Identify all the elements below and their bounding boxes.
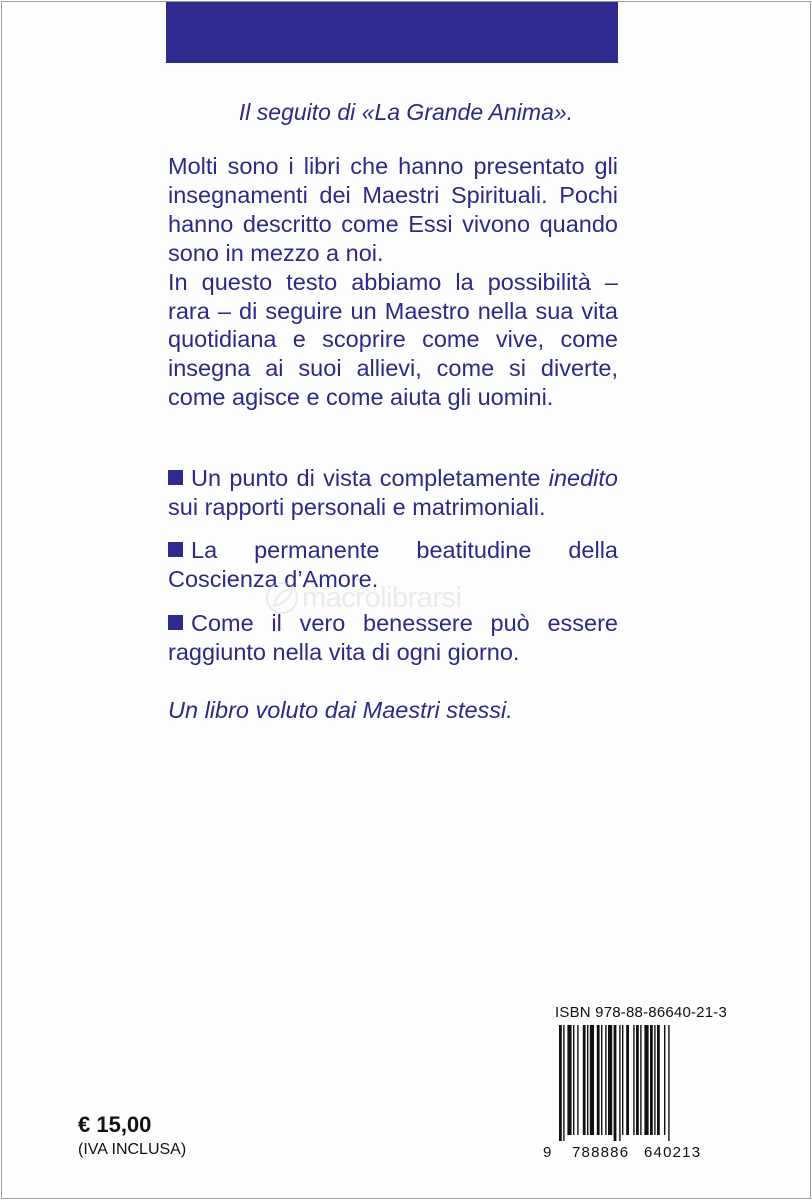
barcode-bar [601, 1025, 602, 1135]
barcode-bar [626, 1025, 629, 1135]
barcode-digit-first: 9 [543, 1144, 553, 1161]
barcode [553, 1025, 723, 1143]
barcode-bar [614, 1025, 617, 1141]
barcode-bar [573, 1025, 574, 1135]
price: € 15,00 [78, 1112, 152, 1137]
barcode-bar [587, 1025, 588, 1135]
barcode-bar [657, 1025, 660, 1135]
barcode-bar [622, 1025, 623, 1135]
back-cover [1, 1, 811, 1199]
subtitle: Il seguito di «La Grande Anima». [238, 99, 574, 125]
intro-paragraph-2: In questo testo abbiamo la possibilità – rara – di seguire un Maestro nella sua vita quotidiana e scoprire come vive, come insegna ai suoi allievi, come si diverte, come agisce e come aiuta gli uomini. [168, 268, 618, 411]
barcode-digits-right: 640213 [644, 1144, 702, 1161]
watermark [264, 580, 564, 620]
barcode-bar [577, 1025, 578, 1135]
closing-line [168, 696, 618, 725]
intro-paragraph-1: Molti sono i libri che hanno presentato gli insegnamenti dei Maestri Spirituali. Pochi hanno descritto come Essi vivono quando sono in mezzo a noi. [168, 153, 618, 266]
barcode-bar [605, 1025, 606, 1135]
barcode-bar [567, 1025, 571, 1135]
barcode-bar [654, 1025, 655, 1135]
bullet-square-icon [168, 615, 183, 630]
barcode-bar [597, 1025, 600, 1135]
bullet-1-text-start: Un punto di vista completamente [191, 465, 549, 491]
bullet-2-text: La permanente beatitudine della Coscienza d’Amore. [168, 537, 618, 592]
closing-period: . [506, 697, 513, 723]
barcode-bar [619, 1025, 620, 1141]
top-color-band [166, 2, 618, 63]
watermark-leaf-icon [264, 580, 300, 616]
barcode-bar [563, 1025, 564, 1141]
bullet-item-1 [168, 464, 618, 522]
barcode-bar [583, 1025, 586, 1135]
barcode-bar [644, 1025, 648, 1135]
bullet-1-text-end: sui rapporti personali e matrimoniali. [168, 493, 546, 520]
isbn-label: ISBN 978-88-86640-21-3 [555, 1004, 728, 1021]
closing-italic: Un libro voluto dai Maestri stessi [168, 697, 507, 723]
bullet-square-icon [168, 470, 183, 485]
barcode-bar [650, 1025, 653, 1135]
barcode-bar [633, 1025, 634, 1135]
vat-note: (IVA INCLUSA) [78, 1141, 187, 1158]
barcode-digits-left: 788886 [572, 1144, 630, 1161]
barcode-bar [664, 1025, 665, 1135]
barcode-bar [636, 1025, 639, 1135]
barcode-bar [559, 1025, 562, 1141]
barcode-bar [590, 1025, 594, 1135]
bullet-3-text: Come il vero benessere può essere raggiunto nella vita di ogni giorno. [168, 610, 618, 665]
watermark-text: macrolibrarsi [302, 582, 462, 614]
bullet-square-icon [168, 542, 183, 557]
barcode-bar [640, 1025, 641, 1135]
barcode-bar [608, 1025, 612, 1135]
intro-text [168, 152, 618, 412]
bullet-1-italic: inedito [548, 465, 618, 491]
barcode-bar [668, 1025, 669, 1141]
